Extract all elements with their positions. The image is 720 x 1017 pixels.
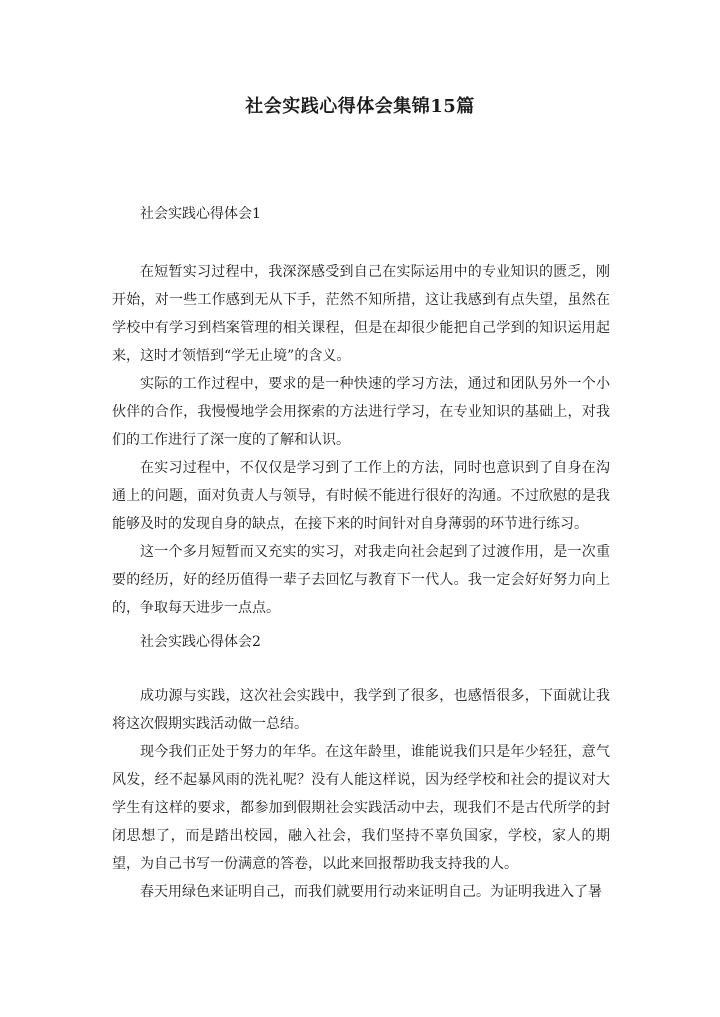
paragraph-1-4: 这一个多月短暂而又充实的实习，对我走向社会起到了过渡作用，是一次重要的经历，好的经历值得一辈子去回忆与教育下一代人。我一定会好好努力向上的，争取每天进步一点点。	[112, 544, 610, 616]
paragraph-1-2: 实际的工作过程中，要求的是一种快速的学习方法，通过和团队另外一个小伙伴的合作，我慢慢地学会用探索的方法进行学习，在专业知识的基础上，对我们的工作进行了深一度的了解和认识。	[112, 376, 610, 448]
paragraph-2-3: 春天用绿色来证明自己，而我们就要用行动来证明自己。为证明我进入了暑	[140, 884, 602, 900]
paragraph-1-3: 在实习过程中，不仅仅是学习到了工作上的方法，同时也意识到了自身在沟通上的问题，面对负责人与领导，有时候不能进行很好的沟通。不过欣慰的是我能够及时的发现自身的缺点，在接下来的时间针对自身薄弱的环节进行练习。	[112, 460, 610, 532]
paragraph-1-1: 在短暂实习过程中，我深深感受到自己在实际运用中的专业知识的匮乏，刚开始，对一些工作感到无从下手，茫然不知所措，这让我感到有点失望，虽然在学校中有学习到档案管理的相关课程，但是在却很少能把自己学到的知识运用起来，这时才领悟到“学无止境”的含义。	[112, 264, 610, 364]
section-heading-1: 社会实践心得体会1	[140, 206, 261, 222]
section-heading-2: 社会实践心得体会2	[140, 634, 261, 650]
document-title: 社会实践心得体会集锦15篇	[245, 96, 475, 117]
paragraph-2-1: 成功源与实践，这次社会实践中，我学到了很多，也感悟很多，下面就让我将这次假期实践活动做一总结。	[112, 688, 610, 732]
paragraph-2-2: 现今我们正处于努力的年华。在这年龄里，谁能说我们只是年少轻狂，意气风发，经不起暴风雨的洗礼呢？没有人能这样说，因为经学校和社会的提议对大学生有这样的要求，都参加到假期社会实践活动中去，现我们不是古代所学的封闭思想了，而是踏出校园，融入社会，我们坚持不辜负国家，学校，家人的期望，为自己书写一份满意的答卷，以此来回报帮助我支持我的人。	[112, 744, 610, 872]
